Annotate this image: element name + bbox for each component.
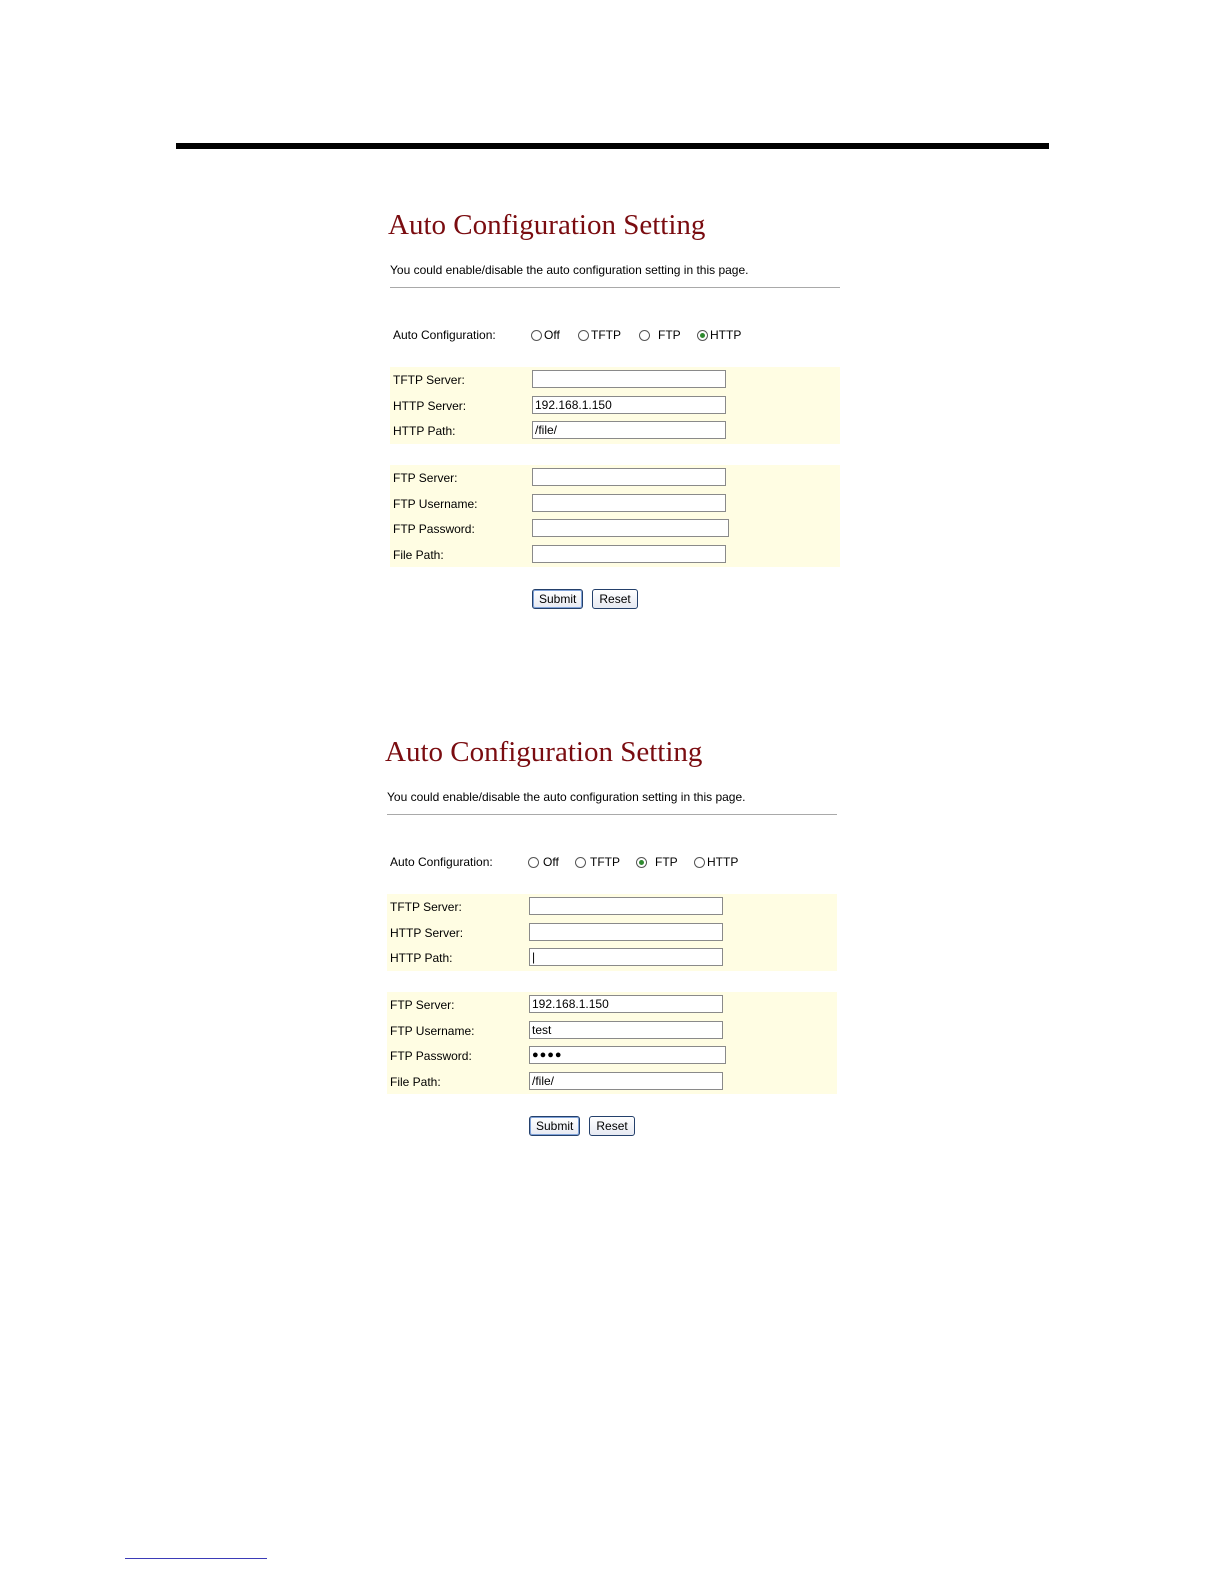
radio-ftp-icon[interactable]: [639, 330, 650, 341]
radio-off-label: Off: [544, 328, 560, 342]
ftp-username-input[interactable]: test: [529, 1021, 723, 1039]
ftp-username-label: FTP Username:: [393, 496, 478, 511]
radio-off-icon[interactable]: [531, 330, 542, 341]
server-fields-group: [387, 894, 837, 971]
auto-config-mode-row: [388, 327, 840, 343]
file-path-label: File Path:: [390, 1074, 441, 1089]
tftp-server-label: TFTP Server:: [393, 373, 465, 387]
http-server-input[interactable]: 192.168.1.150: [532, 396, 726, 414]
ftp-server-row: [387, 992, 837, 1018]
radio-ftp-label: FTP: [658, 328, 681, 342]
radio-ftp-label: FTP: [655, 855, 678, 869]
http-server-row: [387, 920, 837, 946]
ftp-fields-group: [390, 465, 840, 567]
radio-tftp-icon[interactable]: [578, 330, 589, 341]
auto-config-label: Auto Configuration:: [390, 855, 493, 869]
ftp-fields-group: [387, 992, 837, 1094]
radio-off[interactable]: [531, 328, 560, 342]
radio-http-icon[interactable]: [697, 330, 708, 341]
ftp-password-row: [387, 1043, 837, 1069]
http-server-input[interactable]: [529, 923, 723, 941]
form-buttons: [532, 589, 638, 609]
auto-config-mode-row: [385, 854, 837, 870]
ftp-password-label: FTP Password:: [393, 522, 475, 536]
tftp-server-row: [387, 894, 837, 920]
ftp-password-input[interactable]: [532, 519, 729, 537]
ftp-username-row: [387, 1018, 837, 1044]
file-path-row: [387, 1069, 837, 1095]
ftp-password-input[interactable]: ●●●●: [529, 1046, 726, 1064]
submit-button[interactable]: Submit: [529, 1116, 580, 1136]
radio-off[interactable]: [528, 855, 559, 869]
http-path-label: HTTP Path:: [390, 951, 453, 965]
auto-config-label: Auto Configuration:: [393, 328, 496, 342]
auto-config-panel-ftp: [385, 732, 845, 1133]
tftp-server-input[interactable]: [532, 370, 726, 388]
form-buttons: [529, 1116, 635, 1136]
radio-ftp[interactable]: [636, 855, 678, 869]
http-path-row: [390, 418, 840, 444]
radio-http-label: HTTP: [710, 328, 742, 342]
file-path-input[interactable]: [532, 545, 726, 563]
server-fields-group: [390, 367, 840, 444]
radio-tftp-icon[interactable]: [575, 857, 586, 868]
reset-button[interactable]: Reset: [589, 1116, 634, 1136]
file-path-row: [390, 542, 840, 568]
page-top-rule: [176, 143, 1049, 149]
http-server-row: [390, 393, 840, 419]
ftp-username-row: [390, 491, 840, 517]
http-path-row: [387, 945, 837, 971]
auto-config-panel-http: [388, 205, 848, 606]
ftp-username-label: FTP Username:: [390, 1023, 475, 1038]
footnote-rule: [125, 1558, 267, 1559]
ftp-server-input[interactable]: [532, 468, 726, 486]
radio-tftp-label: TFTP: [590, 855, 620, 869]
http-server-label: HTTP Server:: [393, 398, 467, 413]
radio-tftp[interactable]: [578, 328, 621, 342]
ftp-password-row: [390, 516, 840, 542]
radio-ftp[interactable]: [639, 328, 681, 342]
radio-off-label: Off: [543, 855, 559, 869]
tftp-server-row: [390, 367, 840, 393]
divider: [387, 814, 837, 815]
page-description: You could enable/disable the auto configuration setting in this page.: [387, 790, 746, 804]
page-description: You could enable/disable the auto configuration setting in this page.: [390, 263, 749, 277]
radio-ftp-icon[interactable]: [636, 857, 647, 868]
ftp-server-row: [390, 465, 840, 491]
http-path-input[interactable]: |: [529, 948, 723, 966]
http-path-input[interactable]: /file/: [532, 421, 726, 439]
http-path-label: HTTP Path:: [393, 424, 456, 438]
radio-http[interactable]: [697, 328, 741, 342]
ftp-password-label: FTP Password:: [390, 1049, 472, 1063]
ftp-server-label: FTP Server:: [390, 998, 455, 1012]
radio-tftp[interactable]: [575, 855, 620, 869]
divider: [390, 287, 840, 288]
ftp-server-input[interactable]: 192.168.1.150: [529, 995, 723, 1013]
radio-http[interactable]: [694, 855, 738, 869]
ftp-server-label: FTP Server:: [393, 471, 458, 485]
page-title: Auto Configuration Setting: [388, 209, 706, 241]
ftp-username-input[interactable]: [532, 494, 726, 512]
radio-off-icon[interactable]: [528, 857, 539, 868]
file-path-input[interactable]: /file/: [529, 1072, 723, 1090]
file-path-label: File Path:: [393, 547, 444, 562]
tftp-server-input[interactable]: [529, 897, 723, 915]
page-title: Auto Configuration Setting: [385, 736, 703, 768]
submit-button[interactable]: Submit: [532, 589, 583, 609]
http-server-label: HTTP Server:: [390, 925, 464, 940]
radio-http-icon[interactable]: [694, 857, 705, 868]
radio-tftp-label: TFTP: [591, 328, 621, 342]
tftp-server-label: TFTP Server:: [390, 900, 462, 914]
reset-button[interactable]: Reset: [592, 589, 637, 609]
radio-http-label: HTTP: [707, 855, 739, 869]
